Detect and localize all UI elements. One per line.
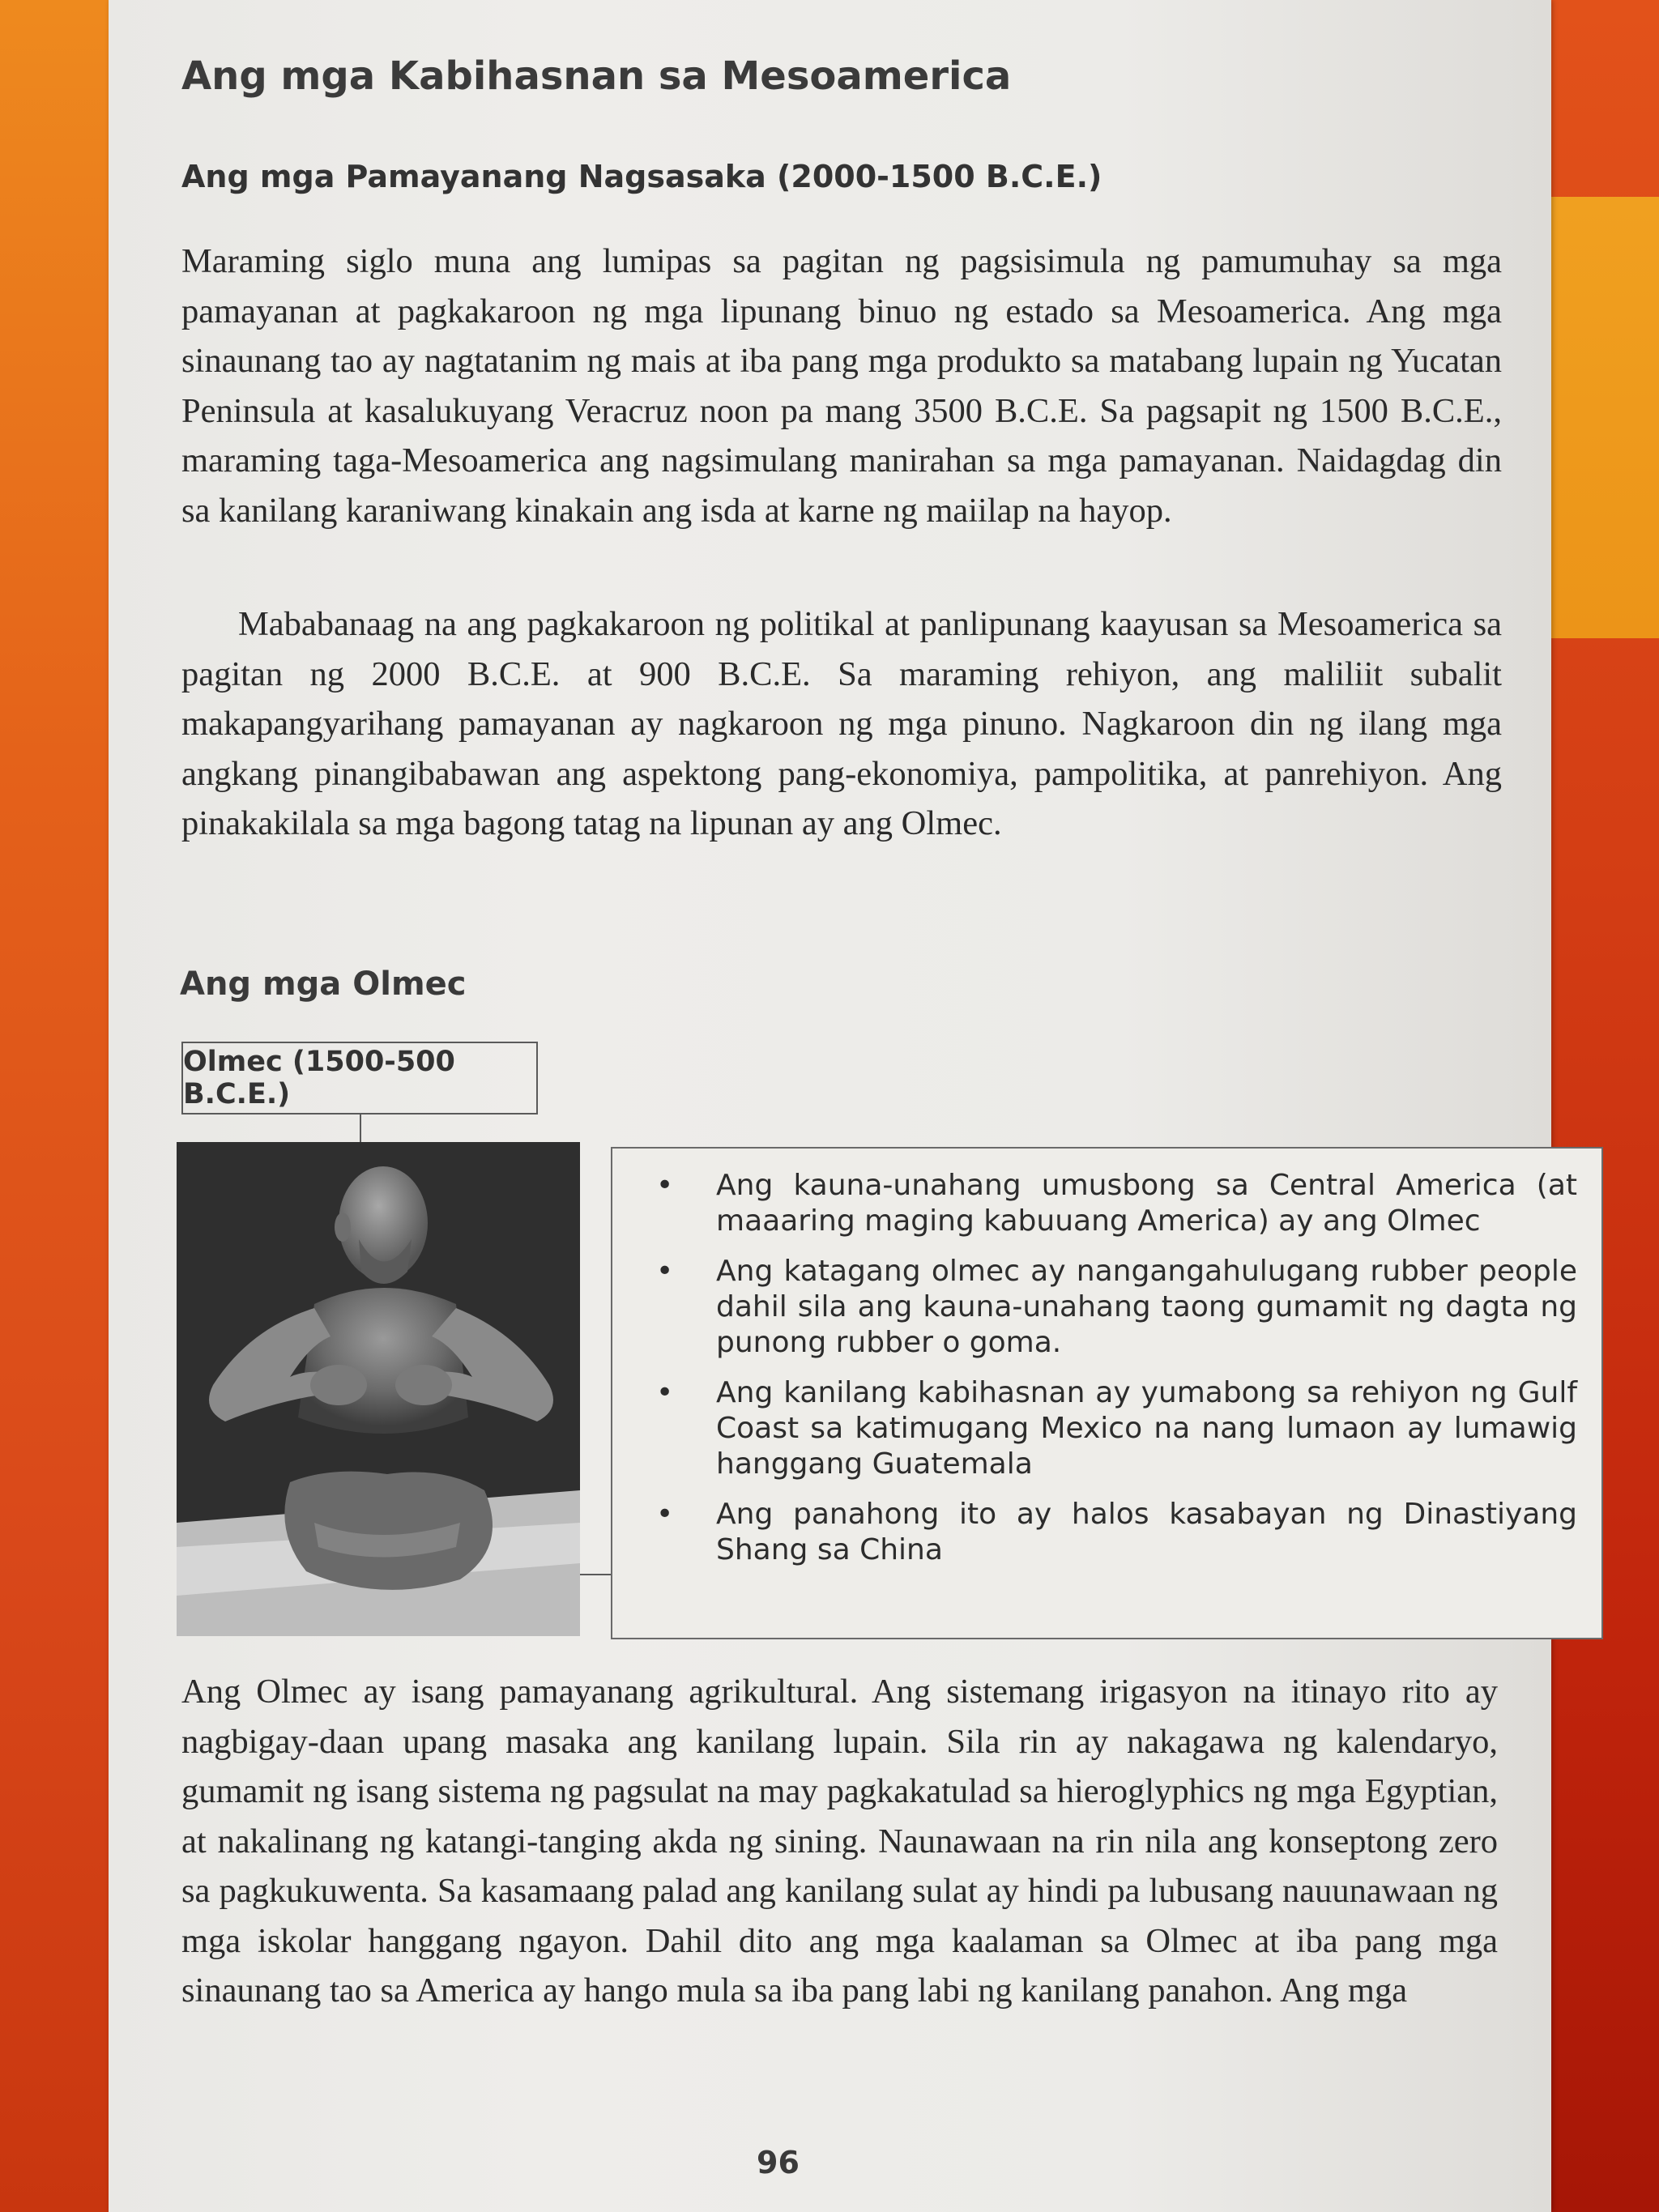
paragraph-1: Maraming siglo muna ang lumipas sa pagitan ng pagsisimula ng pamumuhay sa mga pamayanan at pagkakaroon ng mga lipunang binuo ng estado sa Mesoamerica. Ang mga sinaunang tao ay nagtatanim ng mais at iba pang mga produkto sa matabang lupain ng Yucatan Peninsula at kasalukuyang Veracruz noon pa mang 3500 B.C.E. Sa pagsapit ng 1500 B.C.E., maraming taga-Mesoamerica ang nagsimulang manirahan sa mga pamayanan. Naidagdag din sa kanilang karaniwang kinakain ang isda at karne ng maiilap na hayop. xyxy=(181,242,1502,530)
paragraph-2: Mababanaag na ang pagkakaroon ng politikal at panlipunang kaayusan sa Mesoamerica sa pagitan ng 2000 B.C.E. at 900 B.C.E. Sa maraming rehiyon, ang maliliit subalit makapangyarihang pamayanan ay nagkaroon ng mga pinuno. Nagkaroon din ng ilang mga angkang pinangibabawan ang aspektong pang-ekonomiya, pampolitika, at panrehiyon. Ang pinakakilala sa mga bagong tatag na lipunan ay ang Olmec. xyxy=(181,605,1502,842)
olmec-bullet-list xyxy=(637,1168,1577,1568)
bullet-item xyxy=(637,1497,1577,1568)
olmec-info-box xyxy=(611,1147,1603,1639)
paragraph-3: Ang Olmec ay isang pamayanang agrikultural. Ang sistemang irigasyon na itinayo rito ay nagbigay-daan upang masaka ang kanilang lupain. Sila rin ay nakagawa ng kalendaryo, gumamit ng isang sistema ng pagsulat na may pagkakatulad sa hieroglyphics ng mga Egyptian, at nakalinang ng katangi-tanging akda ng sining. Naunawaan na rin nila ang konseptong zero sa pagkukuwenta. Sa kasamaang palad ang kanilang sulat ay hindi pa lubusang nauunawaan ng mga iskolar hanggang ngayon. Dahil dito ang mga kaalaman sa Olmec at iba pang mga sinaunang tao sa America ay hango mula sa iba pang labi ng kanilang panahon. Ang mga xyxy=(181,1673,1498,2010)
bullet-text: Ang panahong ito ay halos kasabayan ng Dinastiyang Shang sa China xyxy=(716,1498,1577,1566)
olmec-statue-photo xyxy=(177,1142,580,1636)
olmec-statue-image xyxy=(177,1142,580,1636)
bullet-icon: • xyxy=(656,1255,674,1288)
bullet-icon: • xyxy=(656,1169,674,1202)
left-orange-band xyxy=(0,0,113,2212)
book-page xyxy=(109,0,1577,2212)
bullet-text: Ang katagang olmec ay nangangahulugang rubber people dahil sila ang kauna-unahang taong gumamit ng dagta ng punong rubber o goma. xyxy=(716,1255,1577,1359)
bullet-text: Ang kauna-unahang umusbong sa Central America (at maaaring maging kabuuang America) ay ang Olmec xyxy=(716,1169,1577,1238)
page-number: 96 xyxy=(757,2145,800,2180)
bullet-icon: • xyxy=(656,1498,674,1531)
bullet-item xyxy=(637,1254,1577,1361)
connector-line-horizontal xyxy=(580,1574,614,1575)
bullet-icon: • xyxy=(656,1376,674,1409)
section-title: Ang mga Kabihasnan sa Mesoamerica xyxy=(181,53,1012,99)
bullet-item xyxy=(637,1375,1577,1482)
connector-line-vertical xyxy=(360,1115,361,1142)
olmec-heading: Ang mga Olmec xyxy=(180,965,467,1003)
subsection-title: Ang mga Pamayanang Nagsasaka (2000-1500 B.C.E.) xyxy=(181,159,1102,194)
bullet-item xyxy=(637,1168,1577,1239)
bullet-text: Ang kanilang kabihasnan ay yumabong sa rehiyon ng Gulf Coast sa katimugang Mexico na nang lumaon ay lumawig hanggang Guatemala xyxy=(716,1376,1577,1481)
olmec-label-box: Olmec (1500-500 B.C.E.) xyxy=(181,1042,538,1115)
right-orange-accent xyxy=(1551,197,1659,638)
